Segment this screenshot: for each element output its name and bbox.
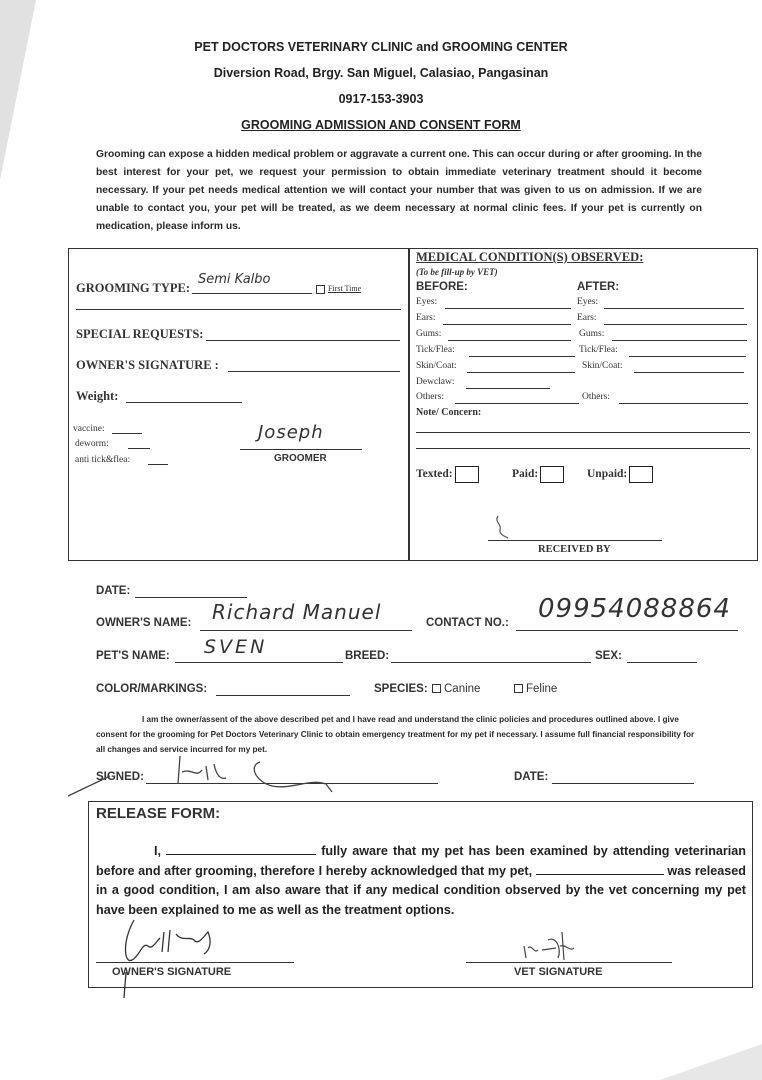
after-ears-label: Ears: <box>577 313 597 323</box>
consent-text: I am the owner/assent of the above described pet and I have read and understand the clinic policies and procedures outlined above. I give consent for the grooming for Pet Doctors Veterinary Clinic to obtain emergency treatment for my pet if necessary. I assume full financial responsibility for all changes and service incurred for my pet. <box>96 715 695 754</box>
release-text-3: was released in a good condition, I am also aware that if any medical condition observed by the vet concerning my pet have been explained to me as well as the treatment options. <box>96 863 746 917</box>
signed-date-label: DATE: <box>514 771 549 783</box>
before-dewclaw-label: Dewclaw: <box>416 377 455 387</box>
form-title: GROOMING ADMISSION AND CONSENT FORM <box>241 118 521 132</box>
special-requests-label: SPECIAL REQUESTS: <box>76 327 204 341</box>
before-skin-label: Skin/Coat: <box>416 361 457 371</box>
grooming-type-line <box>192 293 312 294</box>
received-by-line <box>488 540 662 541</box>
received-by-label: RECEIVED BY <box>538 544 611 555</box>
special-requests-field[interactable] <box>206 340 400 341</box>
after-others-field[interactable] <box>619 403 748 404</box>
pet-name-value[interactable]: SVEN <box>204 636 268 658</box>
before-dewclaw-field[interactable] <box>466 388 550 389</box>
sex-field[interactable] <box>627 662 697 663</box>
scan-shadow-bottom <box>660 1044 762 1080</box>
paid-box[interactable] <box>540 466 564 483</box>
received-by-signature <box>488 512 518 542</box>
pet-name-line <box>175 662 343 663</box>
vaccine-field[interactable] <box>112 433 142 434</box>
first-time-label: First Time <box>328 284 362 293</box>
canine-option[interactable] <box>432 683 480 695</box>
before-ears-field[interactable] <box>443 324 571 325</box>
after-skin-label: Skin/Coat: <box>582 361 623 371</box>
before-others-label: Others: <box>416 392 444 402</box>
after-others-label: Others: <box>582 392 610 402</box>
color-markings-field[interactable] <box>216 695 350 696</box>
clinic-name: PET DOCTORS VETERINARY CLINIC and GROOMING CENTER <box>194 40 568 54</box>
unpaid-box[interactable] <box>629 466 653 483</box>
before-eyes-field[interactable] <box>445 308 571 309</box>
vaccine-label: vaccine: <box>73 424 105 434</box>
vet-signature-line <box>466 962 672 963</box>
after-tick-label: Tick/Flea: <box>579 345 618 355</box>
before-others-field[interactable] <box>455 403 579 404</box>
before-eyes-label: Eyes: <box>416 297 438 307</box>
before-ears-label: Ears: <box>416 313 436 323</box>
contact-label: CONTACT NO.: <box>426 617 509 629</box>
medical-title: MEDICAL CONDITION(S) OBSERVED: <box>416 250 644 264</box>
release-text-1: I, <box>154 844 161 858</box>
before-skin-field[interactable] <box>467 372 575 373</box>
anti-tick-field[interactable] <box>148 464 168 465</box>
release-owner-signature-label: OWNER'S SIGNATURE <box>112 966 232 978</box>
grooming-type-extra-line <box>76 309 401 310</box>
texted-label: Texted: <box>416 468 453 481</box>
before-gums-field[interactable] <box>448 340 571 341</box>
deworm-field[interactable] <box>128 448 150 449</box>
feline-label: Feline <box>526 683 558 695</box>
signed-label: SIGNED: <box>96 771 144 783</box>
after-eyes-label: Eyes: <box>577 297 599 307</box>
species-label: SPECIES: <box>374 683 428 695</box>
release-pet-name-field[interactable] <box>536 862 664 875</box>
grooming-type-value[interactable]: Semi Kalbo <box>198 272 271 287</box>
paid-checkbox[interactable] <box>512 466 564 483</box>
unpaid-checkbox[interactable] <box>587 466 653 483</box>
release-owner-signature-line <box>96 962 294 963</box>
feline-box[interactable] <box>514 684 523 693</box>
intro-paragraph: Grooming can expose a hidden medical problem or aggravate a current one. This can occur during or after grooming. In the best interest for your pet, we request your permission to obtain immediate veterinary treatment should it become necessary. If your pet needs medical attention we will contact your number that was given to us on admission. If we are unable to contact you, your pet will be treated, as we deem necessary at normal clinic fees. If your pet is currently on medication, please inform us. <box>96 149 702 232</box>
date-field[interactable] <box>135 597 247 598</box>
owner-signature-scribble <box>60 748 350 800</box>
before-tick-field[interactable] <box>469 356 575 357</box>
groomer-signature: Joseph <box>258 422 324 443</box>
owner-name-label: OWNER'S NAME: <box>96 617 192 629</box>
after-gums-field[interactable] <box>612 340 747 341</box>
weight-label: Weight: <box>76 389 119 403</box>
breed-label: BREED: <box>345 650 390 662</box>
medical-subtitle: (To be fill-up by VET) <box>416 267 498 277</box>
groomer-signature-line <box>240 449 362 450</box>
before-tick-label: Tick/Flea: <box>416 345 455 355</box>
contact-line <box>516 630 738 631</box>
release-form-text <box>96 842 746 920</box>
vet-signature-label: VET SIGNATURE <box>514 966 603 978</box>
groomer-label: GROOMER <box>274 453 327 464</box>
before-gums-label: Gums: <box>416 329 442 339</box>
release-owner-name-field[interactable] <box>166 842 316 855</box>
color-markings-label: COLOR/MARKINGS: <box>96 683 208 695</box>
note-line-2[interactable] <box>416 448 750 449</box>
release-text-2: fully aware that my pet has been examined by attending veterinarian before and after grooming, therefore I hereby acknowledged that my pet, <box>96 844 746 878</box>
before-label: BEFORE: <box>416 281 468 293</box>
after-label: AFTER: <box>577 281 620 293</box>
note-line-1[interactable] <box>416 432 750 433</box>
paid-label: Paid: <box>512 468 539 481</box>
breed-field[interactable] <box>391 662 591 663</box>
after-tick-field[interactable] <box>629 356 746 357</box>
canine-box[interactable] <box>432 684 441 693</box>
release-form-title: RELEASE FORM: <box>96 805 221 822</box>
first-time-box[interactable] <box>316 285 325 294</box>
texted-checkbox[interactable] <box>416 466 479 483</box>
owner-signature-label-top: OWNER'S SIGNATURE : <box>76 358 219 372</box>
weight-field[interactable] <box>126 402 242 403</box>
owner-signature-field-top[interactable] <box>228 371 400 372</box>
note-concern-label: Note/ Concern: <box>416 407 482 418</box>
first-time-checkbox[interactable] <box>316 284 361 294</box>
after-skin-field[interactable] <box>634 372 744 373</box>
after-eyes-field[interactable] <box>604 308 744 309</box>
canine-label: Canine <box>444 683 481 695</box>
feline-option[interactable] <box>514 683 557 695</box>
clinic-phone: 0917-153-3903 <box>338 92 424 106</box>
date-label: DATE: <box>96 585 131 597</box>
pet-name-label: PET'S NAME: <box>96 650 170 662</box>
after-gums-label: Gums: <box>579 329 605 339</box>
deworm-label: deworm: <box>75 439 109 449</box>
owner-name-line <box>200 630 412 631</box>
contact-value[interactable]: 09954088864 <box>538 594 731 624</box>
signed-date-field[interactable] <box>552 783 694 784</box>
texted-box[interactable] <box>455 466 479 483</box>
sex-label: SEX: <box>595 650 622 662</box>
after-ears-field[interactable] <box>604 324 747 325</box>
anti-tick-label: anti tick&flea: <box>75 455 131 465</box>
release-owner-signature <box>112 912 232 1004</box>
clinic-address: Diversion Road, Brgy. San Miguel, Calasiao, Pangasinan <box>213 66 549 80</box>
grooming-type-label: GROOMING TYPE: <box>76 281 191 295</box>
owner-name-value[interactable]: Richard Manuel <box>212 600 382 624</box>
unpaid-label: Unpaid: <box>587 468 628 481</box>
medical-panel <box>408 248 758 561</box>
